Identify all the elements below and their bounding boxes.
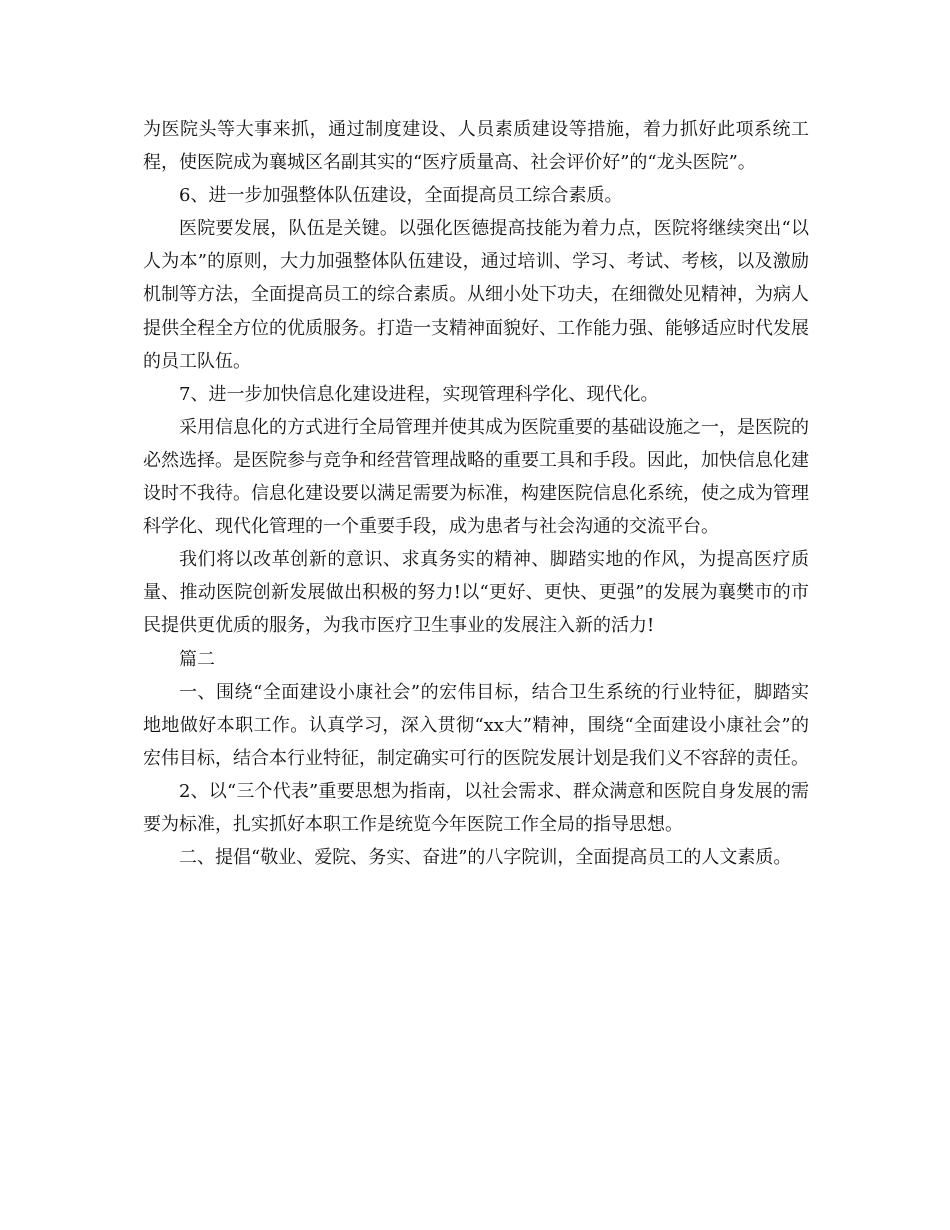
paragraph-continuation: 为医院头等大事来抓，通过制度建设、人员素质建设等措施，着力抓好此项系统工程，使医院成为襄城区名副其实的“医疗质量高、社会评价好”的“龙头医院”。 bbox=[143, 119, 809, 174]
paragraph-part-two-3: 二、提倡“敬业、爱院、务实、奋进”的八字院训，全面提高员工的人文素质。 bbox=[179, 847, 792, 869]
paragraph-heading-7: 7、进一步加快信息化建设进程，实现管理科学化、现代化。 bbox=[179, 383, 659, 405]
section-title-part-two: 篇二 bbox=[179, 648, 215, 670]
document-body bbox=[143, 113, 809, 874]
paragraph-team-building: 医院要发展，队伍是关键。以强化医德提高技能为着力点，医院将继续突出“以人为本”的原则，大力加强整体队伍建设，通过培训、学习、考试、考核，以及激励机制等方法，全面提高员工的综合素质。从细小处下功夫，在细微处见精神，为病人提供全程全方位的优质服务。打造一支精神面貌好、工作能力强、能够适应时代发展的员工队伍。 bbox=[143, 218, 809, 372]
paragraph-part-two-1: 一、围绕“全面建设小康社会”的宏伟目标，结合卫生系统的行业特征，脚踏实地地做好本职工作。认真学习，深入贯彻“xx大”精神，围绕“全面建设小康社会”的宏伟目标，结合本行业特征，制定确实可行的医院发展计划是我们义不容辞的责任。 bbox=[143, 681, 809, 769]
paragraph-part-two-2: 2、以“三个代表”重要思想为指南，以社会需求、群众满意和医院自身发展的需要为标准，扎实抓好本职工作是统览今年医院工作全局的指导思想。 bbox=[143, 780, 809, 835]
paragraph-informatization: 采用信息化的方式进行全局管理并使其成为医院重要的基础设施之一，是医院的必然选择。是医院参与竞争和经营管理战略的重要工具和手段。因此，加快信息化建设时不我待。信息化建设要以满足需要为标准，构建医院信息化系统，使之成为管理科学化、现代化管理的一个重要手段，成为患者与社会沟通的交流平台。 bbox=[143, 416, 809, 538]
paragraph-heading-6: 6、进一步加强整体队伍建设，全面提高员工综合素质。 bbox=[179, 185, 623, 207]
paragraph-conclusion: 我们将以改革创新的意识、求真务实的精神、脚踏实地的作风，为提高医疗质量、推动医院创新发展做出积极的努力!以“更好、更快、更强”的发展为襄樊市的市民提供更优质的服务，为我市医疗卫生事业的发展注入新的活力! bbox=[143, 549, 809, 637]
